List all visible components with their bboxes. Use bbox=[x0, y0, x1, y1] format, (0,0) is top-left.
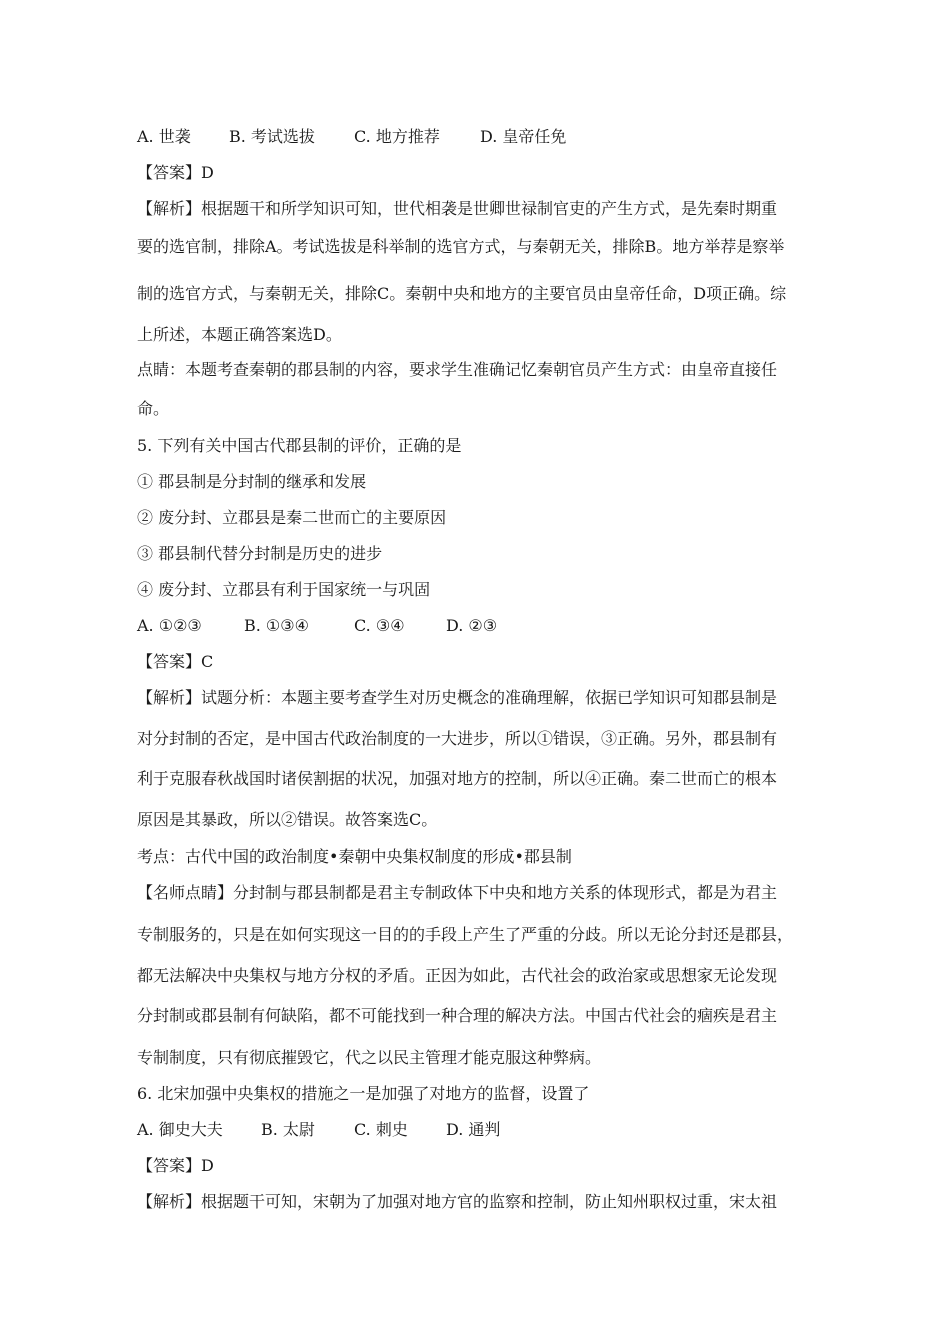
q5-item: ① 郡县制是分封制的继承和发展 bbox=[137, 472, 367, 491]
q5-analysis-line: 利于克服春秋战国时诸侯割据的状况，加强对地方的控制，所以④正确。秦二世而亡的根本 bbox=[137, 769, 778, 788]
q5-item: ③ 郡县制代替分封制是历史的进步 bbox=[137, 544, 383, 563]
q4-note-line: 命。 bbox=[137, 399, 170, 418]
q6-option-c: C. 刺史 bbox=[354, 1120, 408, 1139]
q6-option-d: D. 通判 bbox=[446, 1120, 501, 1139]
q5-option-a: A. ①②③ bbox=[137, 616, 202, 635]
q5-mingshi-line: 都无法解决中央集权与地方分权的矛盾。正因为如此，古代社会的政治家或思想家无论发现 bbox=[137, 966, 778, 985]
q4-option-d: D. 皇帝任免 bbox=[480, 127, 567, 146]
q5-option-d: D. ②③ bbox=[446, 616, 498, 635]
q4-note-line: 点睛：本题考查秦朝的郡县制的内容，要求学生准确记忆秦朝官员产生方式：由皇帝直接任 bbox=[137, 360, 778, 379]
q5-analysis-line: 对分封制的否定，是中国古代政治制度的一大进步，所以①错误，③正确。另外，郡县制有 bbox=[137, 729, 778, 748]
q4-analysis-line: 【解析】根据题干和所学知识可知，世代相袭是世卿世禄制官吏的产生方式，是先秦时期重 bbox=[137, 199, 778, 218]
q4-answer: 【答案】D bbox=[137, 163, 214, 182]
q4-option-b: B. 考试选拔 bbox=[229, 127, 315, 146]
q4-analysis-line: 上所述，本题正确答案选D。 bbox=[137, 325, 342, 344]
q5-item: ② 废分封、立郡县是秦二世而亡的主要原因 bbox=[137, 508, 447, 527]
q4-analysis-line: 要的选官制，排除A。考试选拔是科举制的选官方式，与秦朝无关，排除B。地方举荐是察举 bbox=[137, 237, 785, 256]
q5-mingshi-line: 专制服务的，只是在如何实现这一目的的手段上产生了严重的分歧。所以无论分封还是郡县， bbox=[137, 925, 794, 944]
q6-answer: 【答案】D bbox=[137, 1156, 214, 1175]
q4-option-a: A. 世袭 bbox=[137, 127, 191, 146]
q6-analysis-line: 【解析】根据题干可知，宋朝为了加强对地方官的监察和控制，防止知州职权过重，宋太祖 bbox=[137, 1192, 778, 1211]
q5-option-b: B. ①③④ bbox=[244, 616, 309, 635]
q5-mingshi-line: 专制制度，只有彻底摧毁它，代之以民主管理才能克服这种弊病。 bbox=[137, 1048, 602, 1067]
q6-option-a: A. 御史大夫 bbox=[137, 1120, 223, 1139]
q5-analysis-line: 【解析】试题分析：本题主要考查学生对历史概念的准确理解，依据已学知识可知郡县制是 bbox=[137, 688, 778, 707]
q5-option-c: C. ③④ bbox=[354, 616, 405, 635]
q4-option-c: C. 地方推荐 bbox=[354, 127, 440, 146]
q5-stem: 5. 下列有关中国古代郡县制的评价，正确的是 bbox=[137, 436, 462, 455]
q5-analysis-line: 原因是其暴政，所以②错误。故答案选C。 bbox=[137, 810, 438, 829]
q6-stem: 6. 北宋加强中央集权的措施之一是加强了对地方的监督，设置了 bbox=[137, 1084, 590, 1103]
q5-item: ④ 废分封、立郡县有利于国家统一与巩固 bbox=[137, 580, 431, 599]
q5-mingshi-line: 分封制或郡县制有何缺陷，都不可能找到一种合理的解决方法。中国古代社会的痼疾是君主 bbox=[137, 1006, 778, 1025]
q4-analysis-line: 制的选官方式，与秦朝无关，排除C。秦朝中央和地方的主要官员由皇帝任命，D项正确。综 bbox=[137, 284, 787, 303]
q5-answer: 【答案】C bbox=[137, 652, 214, 671]
q6-option-b: B. 太尉 bbox=[261, 1120, 315, 1139]
q5-kaodian: 考点：古代中国的政治制度•秦朝中央集权制度的形成•郡县制 bbox=[137, 847, 572, 866]
q5-mingshi-line: 【名师点睛】分封制与郡县制都是君主专制政体下中央和地方关系的体现形式，都是为君主 bbox=[137, 883, 778, 902]
